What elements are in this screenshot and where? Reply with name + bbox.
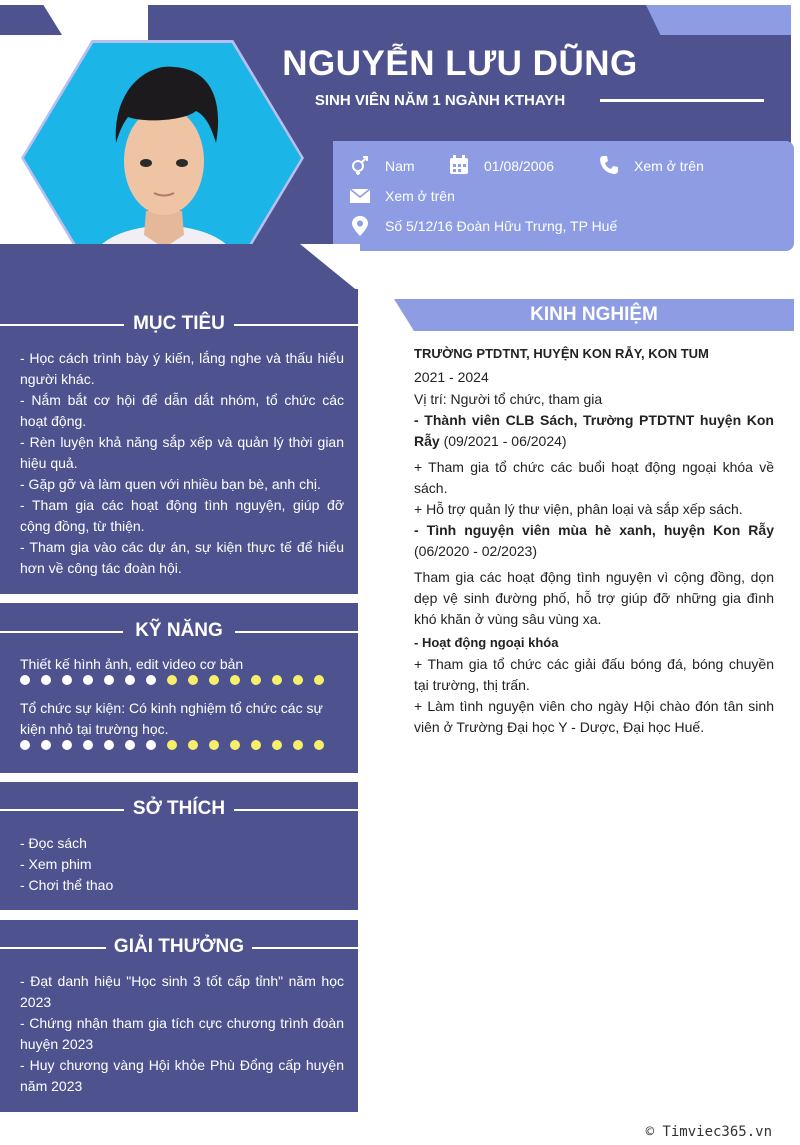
skill-rating — [20, 675, 335, 687]
role-detail-item: + Tham gia tổ chức các giải đấu bóng đá, bóng chuyền tại trường, thị trấn. — [414, 656, 774, 693]
rating-dot-empty — [209, 675, 219, 685]
skill-rating — [20, 740, 335, 752]
rating-dot-empty — [251, 740, 261, 750]
corner-decoration — [0, 5, 62, 35]
rating-dot-empty — [188, 675, 198, 685]
rating-dot-empty — [188, 740, 198, 750]
experience-title: KINH NGHIỆM — [530, 304, 658, 325]
rating-dot-empty — [167, 675, 177, 685]
title-underline — [600, 99, 764, 102]
candidate-name: NGUYỄN LƯU DŨNG — [282, 44, 638, 83]
objective-item: - Tham gia các hoạt động tình nguyện, giúp đỡ cộng đồng, từ thiện. — [20, 497, 344, 534]
rating-dot-empty — [209, 740, 219, 750]
hobby-item: - Chơi thể thao — [20, 877, 114, 893]
role-period: (09/2021 - 06/2024) — [439, 433, 567, 449]
experience-period: 2021 - 2024 — [414, 369, 489, 385]
rating-dot-filled — [146, 740, 156, 750]
awards-title: GIẢI THƯỞNG — [0, 936, 358, 958]
rating-dot-empty — [272, 740, 282, 750]
objective-title: MỤC TIÊU — [0, 313, 358, 335]
experience-org: TRƯỜNG PTDTNT, HUYỆN KON RẪY, KON TUM — [414, 346, 709, 361]
role-title: - Thành viên CLB Sách, Trường PTDTNT huyện Kon Rẫy — [414, 412, 774, 449]
role-title: - Hoạt động ngoại khóa — [414, 635, 559, 650]
role-details — [414, 457, 774, 520]
experience-role — [414, 520, 774, 562]
rating-dot-filled — [125, 675, 135, 685]
rating-dot-filled — [20, 675, 30, 685]
objective-item: - Rèn luyện khả năng sắp xếp và quản lý thời gian hiệu quả. — [20, 434, 344, 471]
skill-label: Thiết kế hình ảnh, edit video cơ bản — [20, 656, 244, 672]
rating-dot-empty — [293, 675, 303, 685]
award-item: - Huy chương vàng Hội khỏe Phù Đổng cấp huyện năm 2023 — [20, 1057, 344, 1094]
phone-icon — [599, 155, 619, 175]
role-detail-item: + Làm tình nguyện viên cho ngày Hội chào đón tân sinh viên ở Trường Đại học Y - Dược, Đại học Huế. — [414, 698, 774, 735]
role-period: (06/2020 - 02/2023) — [414, 543, 537, 559]
rating-dot-filled — [41, 675, 51, 685]
rating-dot-filled — [104, 675, 114, 685]
rating-dot-empty — [230, 740, 240, 750]
rating-dot-filled — [125, 740, 135, 750]
rating-dot-empty — [314, 740, 324, 750]
rating-dot-empty — [230, 675, 240, 685]
location-icon — [350, 216, 370, 236]
objective-list — [20, 348, 344, 579]
rating-dot-filled — [104, 740, 114, 750]
award-item: - Chứng nhận tham gia tích cực chương trình đoàn huyện 2023 — [20, 1015, 344, 1052]
rating-dot-filled — [83, 740, 93, 750]
job-title: SINH VIÊN NĂM 1 NGÀNH KTHAYH — [314, 92, 566, 109]
hobbies-title: SỞ THÍCH — [0, 798, 358, 820]
rating-dot-empty — [314, 675, 324, 685]
rating-dot-filled — [62, 740, 72, 750]
birthday-value: 01/08/2006 — [484, 158, 555, 174]
rating-dot-filled — [41, 740, 51, 750]
role-title: - Tình nguyện viên mùa hè xanh, huyện Kon Rẫy — [414, 522, 774, 538]
calendar-icon — [449, 155, 469, 175]
awards-list — [20, 971, 344, 1097]
objective-item: - Tham gia vào các dự án, sự kiện thực tế để hiểu hơn về công tác đoàn hội. — [20, 539, 344, 576]
role-detail-item: + Tham gia tổ chức các buổi hoạt động ngoại khóa về sách. — [414, 459, 774, 496]
experience-role — [414, 410, 774, 452]
rating-dot-filled — [62, 675, 72, 685]
phone-value: Xem ở trên — [634, 158, 704, 174]
hobby-item: - Đọc sách — [20, 835, 87, 851]
role-details — [414, 654, 774, 738]
skills-title: KỸ NĂNG — [0, 620, 358, 642]
email-value: Xem ở trên — [385, 188, 455, 204]
objective-item: - Gặp gỡ và làm quen với nhiều bạn bè, anh chị. — [20, 476, 321, 492]
gender-icon — [350, 155, 370, 175]
objective-item: - Học cách trình bày ý kiến, lắng nghe và thấu hiểu người khác. — [20, 350, 344, 387]
rating-dot-empty — [293, 740, 303, 750]
skill-label: Tổ chức sự kiện: Có kinh nghiệm tổ chức các sự kiện nhỏ tại trường học. — [20, 700, 323, 737]
address-value: Số 5/12/16 Đoàn Hữu Trưng, TP Huế — [385, 218, 618, 234]
rating-dot-empty — [251, 675, 261, 685]
header-accent — [646, 5, 791, 35]
gender-value: Nam — [385, 158, 415, 174]
role-description: Tham gia các hoạt động tình nguyện vì cộng đồng, dọn dẹp vệ sinh đường phố, hỗ trợ giúp đỡ những gia đình khó khăn ở vùng sâu vùng xa. — [414, 569, 774, 627]
rating-dot-empty — [167, 740, 177, 750]
award-item: - Đạt danh hiệu "Học sinh 3 tốt cấp tỉnh" năm học 2023 — [20, 973, 344, 1010]
rating-dot-filled — [20, 740, 30, 750]
role-detail-item: + Hỗ trợ quản lý thư viện, phân loại và sắp xếp sách. — [414, 501, 743, 517]
experience-position: Vị trí: Người tổ chức, tham gia — [414, 391, 603, 407]
objective-item: - Nắm bắt cơ hội để dẫn dắt nhóm, tổ chức các hoạt động. — [20, 392, 344, 429]
rating-dot-filled — [146, 675, 156, 685]
hobbies-list — [20, 833, 344, 896]
footer-credit: © Timviec365.vn — [645, 1124, 772, 1140]
hobby-item: - Xem phim — [20, 856, 92, 872]
rating-dot-empty — [272, 675, 282, 685]
email-icon — [350, 186, 370, 206]
rating-dot-filled — [83, 675, 93, 685]
contact-panel — [333, 141, 794, 251]
